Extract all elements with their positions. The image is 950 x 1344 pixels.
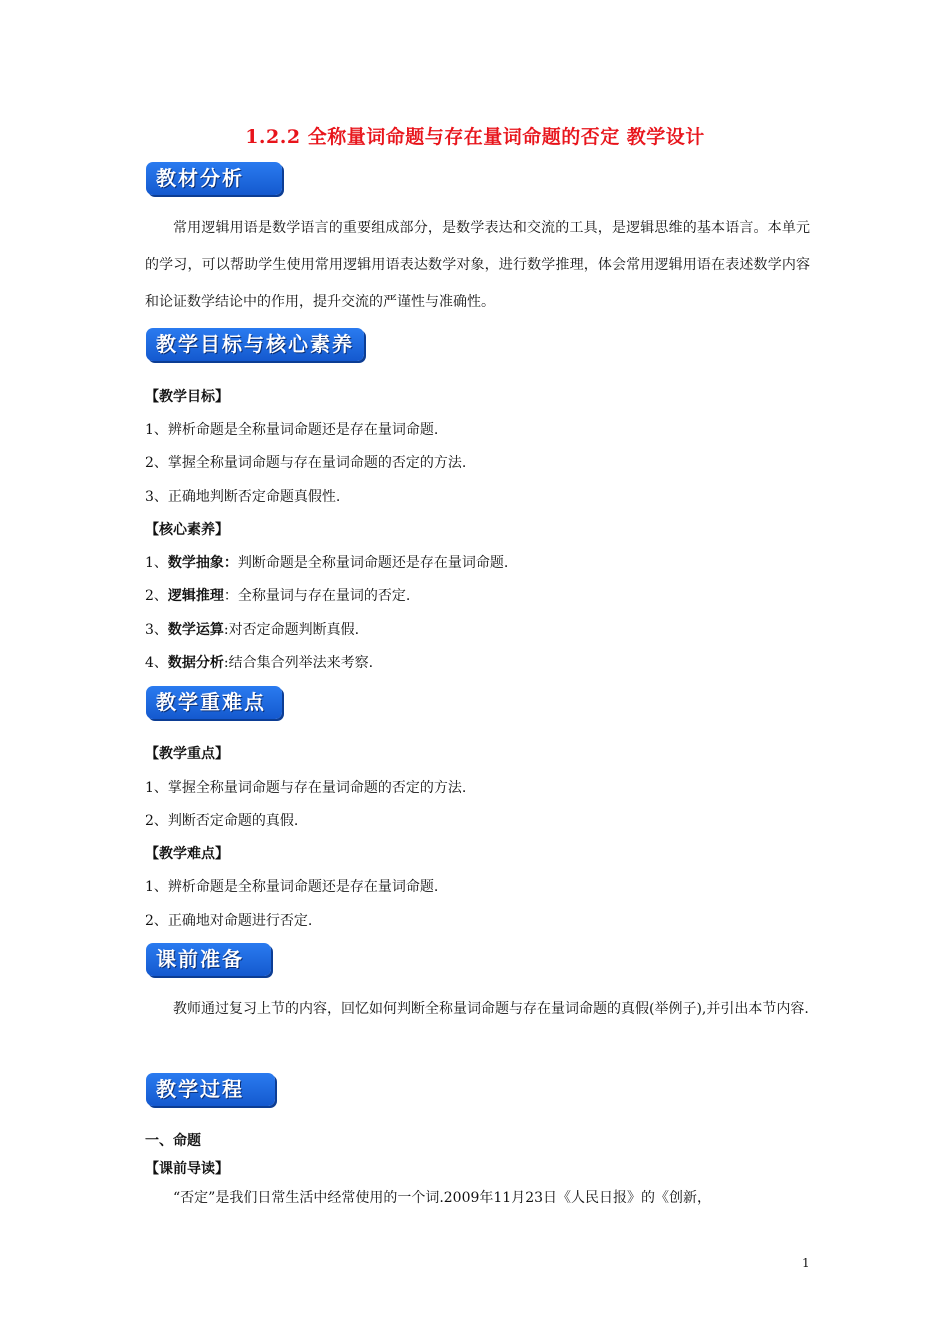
- key-points-heading: 【教学重点】: [145, 746, 229, 762]
- goal-item: 3、正确地判断否定命题真假性.: [145, 489, 341, 505]
- section-badge-key-difficult: 教学重难点: [146, 686, 282, 719]
- document-title: 1.2.2 全称量词命题与存在量词命题的否定 教学设计: [245, 126, 705, 148]
- section-badge-goals: 教学目标与核心素养: [146, 328, 364, 361]
- section-badge-process: 教学过程: [146, 1073, 275, 1106]
- process-heading: 一、命题: [145, 1133, 201, 1149]
- difficult-point-item: 2、正确地对命题进行否定.: [145, 913, 313, 929]
- core-item: 2、逻辑推理：全称量词与存在量词的否定.: [145, 588, 411, 604]
- goal-item: 1、辨析命题是全称量词命题还是存在量词命题.: [145, 422, 439, 438]
- key-point-item: 1、掌握全称量词命题与存在量词命题的否定的方法.: [145, 780, 467, 796]
- difficult-points-heading: 【教学难点】: [145, 846, 229, 862]
- key-point-item: 2、判断否定命题的真假.: [145, 813, 299, 829]
- core-literacy-heading: 【核心素养】: [145, 522, 229, 538]
- section-badge-preparation: 课前准备: [146, 943, 271, 976]
- reading-paragraph: “否定”是我们日常生活中经常使用的一个词.2009年11月23日《人民日报》的《创新，: [173, 1190, 712, 1206]
- section-badge-textbook-analysis: 教材分析: [146, 162, 282, 195]
- preparation-paragraph: 教师通过复习上节的内容，回忆如何判断全称量词命题与存在量词命题的真假(举例子),并引出本节内容.: [173, 1001, 809, 1017]
- goals-heading: 【教学目标】: [145, 389, 229, 405]
- textbook-analysis-paragraph: 常用逻辑用语是数学语言的重要组成部分，是数学表达和交流的工具，是逻辑思维的基本语言。本单元的学习，可以帮助学生使用常用逻辑用语表达数学对象，进行数学推理，体会常用逻辑用语在表述数学内容和论证数学结论中的作用，提升交流的严谨性与准确性。: [145, 220, 810, 310]
- goal-item: 2、掌握全称量词命题与存在量词命题的否定的方法.: [145, 455, 467, 471]
- difficult-point-item: 1、辨析命题是全称量词命题还是存在量词命题.: [145, 879, 439, 895]
- core-item: 3、数学运算:对否定命题判断真假.: [145, 622, 360, 638]
- page-number: 1: [802, 1256, 810, 1270]
- core-item: 4、数据分析:结合集合列举法来考察.: [145, 655, 374, 671]
- pre-class-reading-heading: 【课前导读】: [145, 1161, 229, 1177]
- core-item: 1、数学抽象：判断命题是全称量词命题还是存在量词命题.: [145, 555, 509, 571]
